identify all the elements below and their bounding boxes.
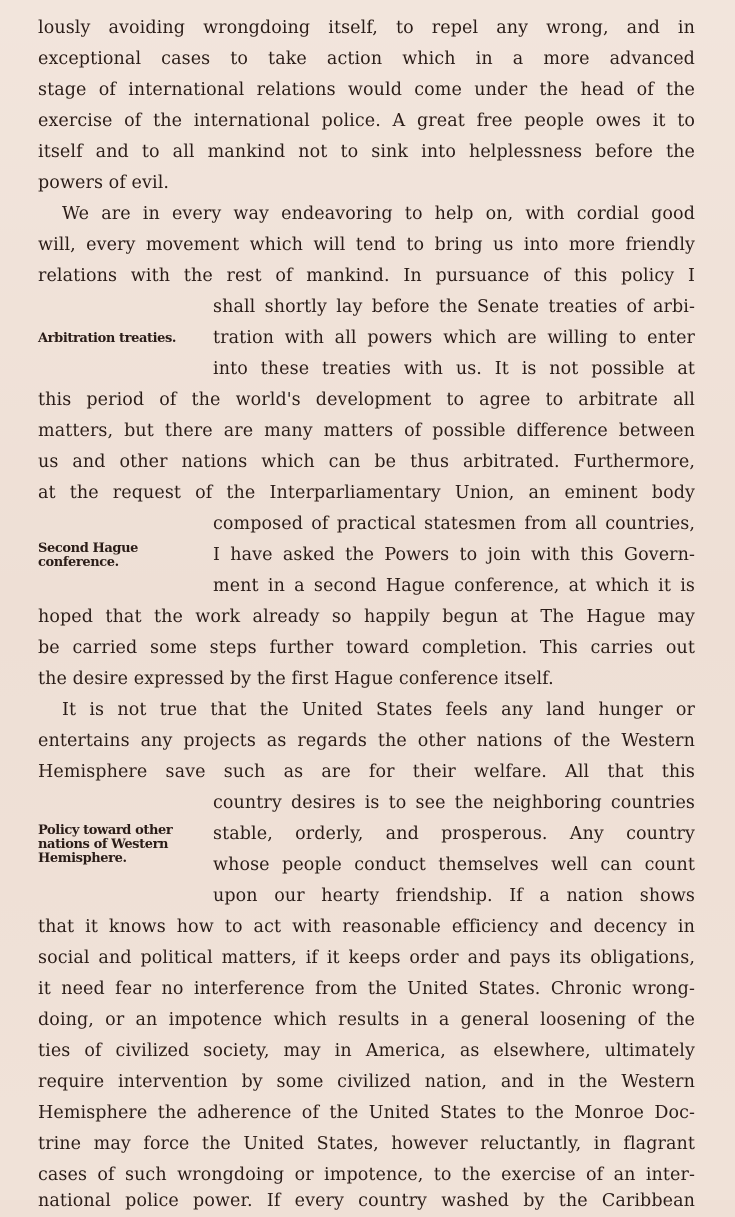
- paragraph-start-line: We are in every way endeavoring to help on, with cordial good: [62, 204, 695, 224]
- text-line: trine may force the United States, however reluctantly, in flagrant: [38, 1134, 695, 1154]
- text-line: upon our hearty friendship. If a nation shows: [213, 886, 695, 906]
- text-line: relations with the rest of mankind. In pursuance of this policy I: [38, 266, 695, 286]
- text-line: this period of the world's development to agree to arbitrate all: [38, 390, 695, 410]
- text-line: social and political matters, if it keeps order and pays its obligations,: [38, 948, 695, 968]
- text-line: composed of practical statesmen from all countries,: [213, 514, 695, 534]
- text-line: hoped that the work already so happily begun at The Hague may: [38, 607, 695, 627]
- text-line: be carried some steps further toward completion. This carries out: [38, 638, 695, 658]
- text-line: tration with all powers which are willing to enter: [213, 328, 695, 348]
- text-line: exercise of the international police. A great free people owes it to: [38, 111, 695, 131]
- text-line: itself and to all mankind not to sink into helplessness before the: [38, 142, 695, 162]
- text-line: that it knows how to act with reasonable efficiency and decency in: [38, 917, 695, 937]
- text-line: powers of evil.: [38, 173, 170, 193]
- text-line: ment in a second Hague conference, at which it is: [213, 576, 695, 596]
- text-line: matters, but there are many matters of possible difference between: [38, 421, 695, 441]
- text-line: the desire expressed by the first Hague conference itself.: [38, 669, 554, 689]
- text-line: shall shortly lay before the Senate treaties of arbi-: [213, 297, 695, 317]
- cut-off-text-line: national police power. If every country washed by the Caribbean: [38, 1191, 695, 1211]
- text-line: whose people conduct themselves well can count: [213, 855, 695, 875]
- text-line: cases of such wrongdoing or impotence, to the exercise of an inter-: [38, 1165, 695, 1185]
- text-line: exceptional cases to take action which in a more advanced: [38, 49, 695, 69]
- text-line: stable, orderly, and prosperous. Any country: [213, 824, 695, 844]
- text-line: it need fear no interference from the United States. Chronic wrong-: [38, 979, 695, 999]
- text-line: entertains any projects as regards the other nations of the Western: [38, 731, 695, 751]
- text-line: country desires is to see the neighboring countries: [213, 793, 695, 813]
- text-line: I have asked the Powers to join with this Govern-: [213, 545, 695, 565]
- margin-note-arbitration: Arbitration treaties.: [38, 331, 177, 346]
- text-line: lously avoiding wrongdoing itself, to repel any wrong, and in: [38, 18, 695, 38]
- text-line: ties of civilized society, may in America, as elsewhere, ultimately: [38, 1041, 695, 1061]
- text-line: into these treaties with us. It is not possible at: [213, 359, 695, 379]
- margin-note-western-hemisphere: Policy toward other nations of Western Hemisphere.: [38, 823, 173, 866]
- margin-note-hague: Second Hague conference.: [38, 541, 139, 570]
- text-line: doing, or an impotence which results in a general loosening of the: [38, 1010, 695, 1030]
- text-line: require intervention by some civilized nation, and in the Western: [38, 1072, 695, 1092]
- text-line: at the request of the Interparliamentary Union, an eminent body: [38, 483, 695, 503]
- text-line: will, every movement which will tend to bring us into more friendly: [38, 235, 695, 255]
- text-line: us and other nations which can be thus arbitrated. Furthermore,: [38, 452, 695, 472]
- text-line: stage of international relations would come under the head of the: [38, 80, 695, 100]
- text-line: Hemisphere save such as are for their welfare. All that this: [38, 762, 695, 782]
- text-line: Hemisphere the adherence of the United States to the Monroe Doc-: [38, 1103, 695, 1123]
- paragraph-start-line: It is not true that the United States feels any land hunger or: [62, 700, 695, 720]
